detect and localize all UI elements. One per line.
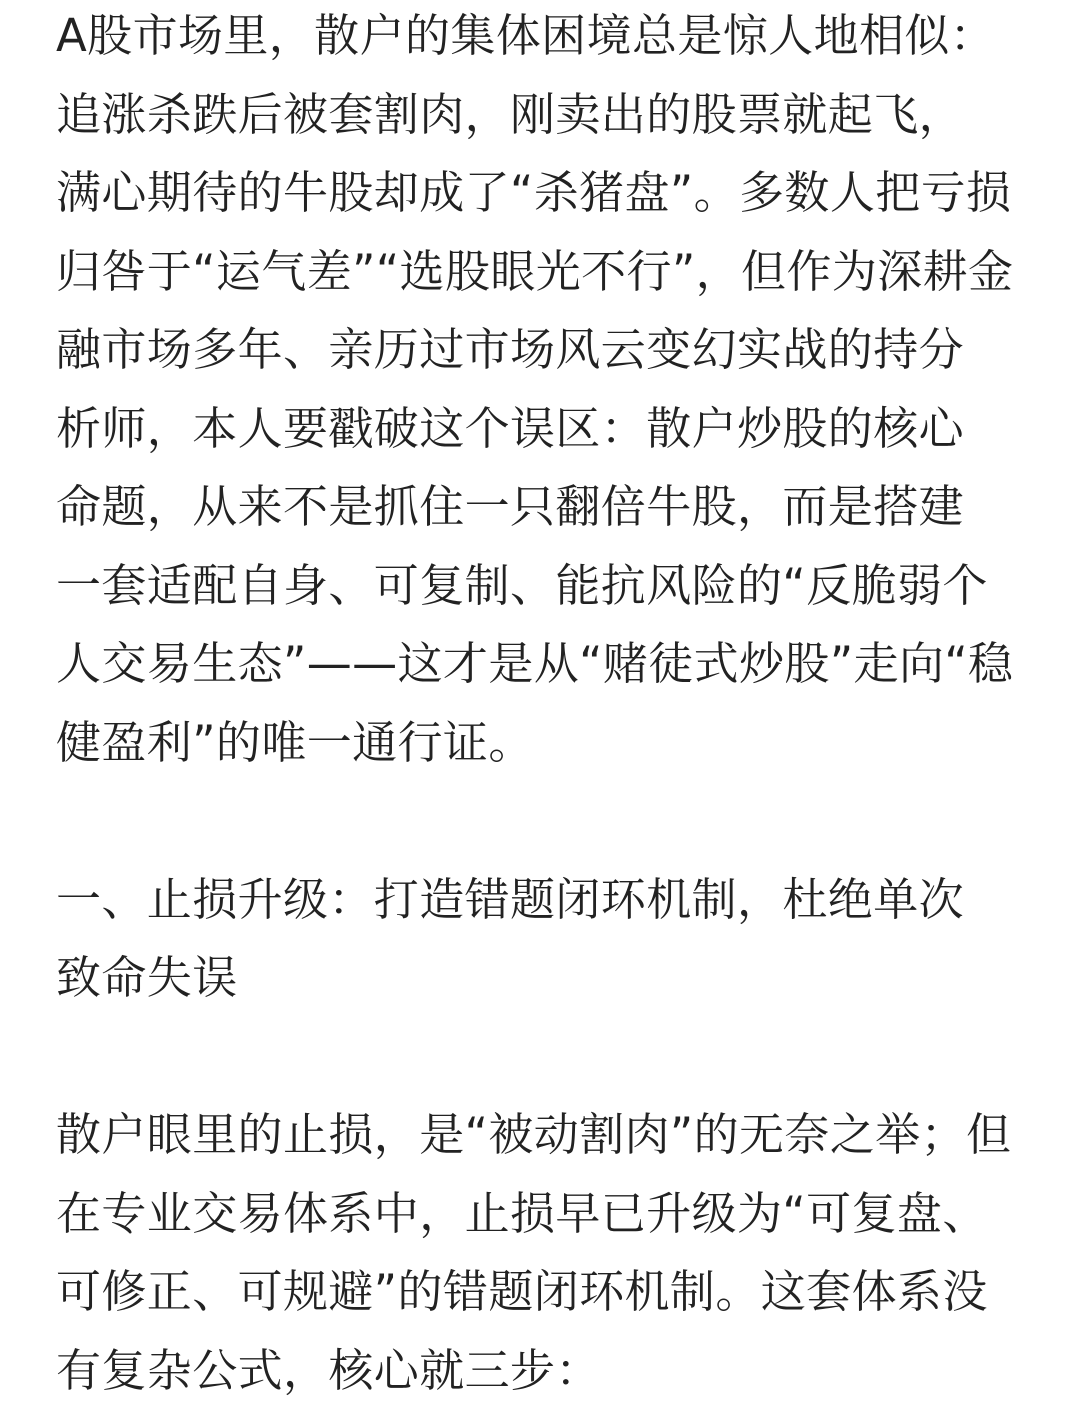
paragraph-line: 散户眼里的止损，是“被动割肉”的无奈之举；但 [56,1096,1031,1175]
article-body [56,0,1031,1410]
paragraph-line: 命题，从来不是抓住一只翻倍牛股，而是搭建 [56,468,1031,547]
paragraph-line: 追涨杀跌后被套割肉，刚卖出的股票就起飞， [56,76,1031,155]
paragraph-line: 可修正、可规避”的错题闭环机制。这套体系没 [56,1253,1031,1332]
paragraph-line: 满心期待的牛股却成了“杀猪盘”。多数人把亏损 [56,154,1031,233]
paragraph-line: 一套适配自身、可复制、能抗风险的“反脆弱个 [56,547,1031,626]
paragraph-line: 在专业交易体系中，止损早已升级为“可复盘、 [56,1175,1031,1254]
paragraph-line: 归咎于“运气差”“选股眼光不行”，但作为深耕金 [56,233,1031,312]
section-heading [56,861,1031,1018]
intro-paragraph [56,0,1031,782]
paragraph-spacer [56,782,1031,861]
paragraph-line: A股市场里，散户的集体困境总是惊人地相似： [56,0,1031,76]
body-paragraph [56,1096,1031,1410]
paragraph-line: 人交易生态”——这才是从“赌徒式炒股”走向“稳 [56,625,1031,704]
heading-line: 一、止损升级：打造错题闭环机制，杜绝单次 [56,861,1031,940]
paragraph-line: 融市场多年、亲历过市场风云变幻实战的持分 [56,311,1031,390]
paragraph-line: 健盈利”的唯一通行证。 [56,704,1031,783]
paragraph-spacer [56,1018,1031,1097]
paragraph-line: 析师，本人要戳破这个误区：散户炒股的核心 [56,390,1031,469]
paragraph-line: 有复杂公式，核心就三步： [56,1332,1031,1410]
heading-line: 致命失误 [56,939,1031,1018]
